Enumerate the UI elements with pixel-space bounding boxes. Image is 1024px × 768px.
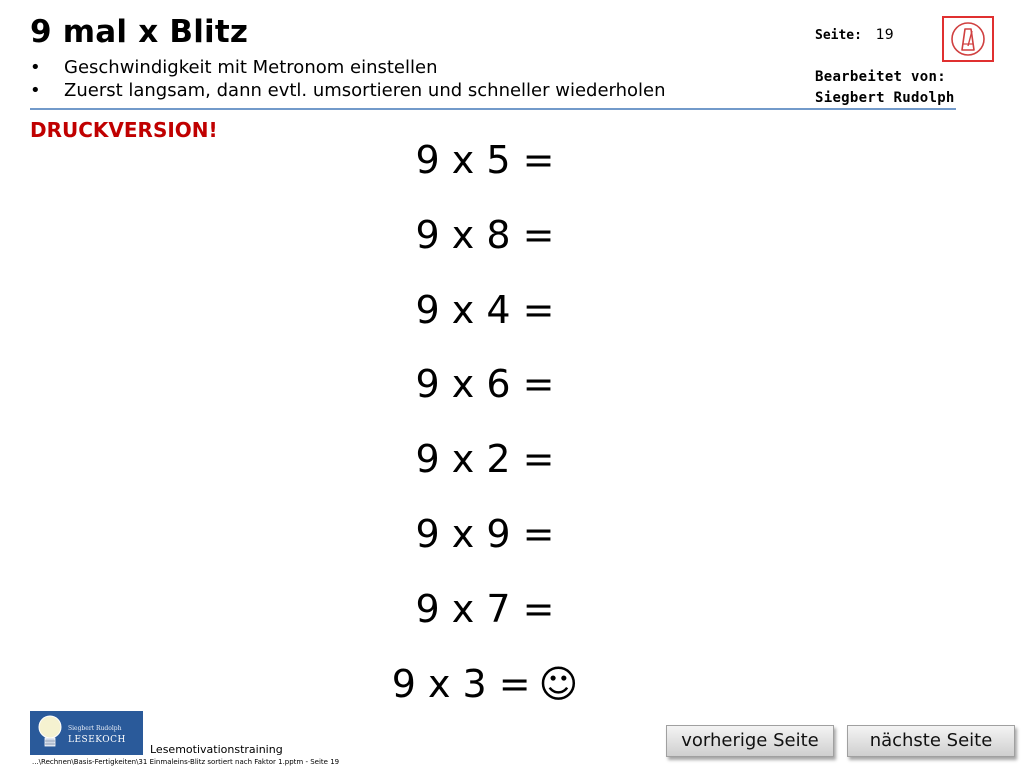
equation-row: 9 x 4 = (415, 287, 555, 332)
equation-row: 9 x 2 = (415, 437, 555, 482)
lightbulb-icon (34, 713, 66, 753)
smiley-icon: ☺ (538, 661, 579, 706)
page-label: Seite: (815, 28, 862, 43)
instruction-text: Zuerst langsam, dann evtl. umsortieren und schneller wiederholen (64, 80, 666, 101)
equation-list (0, 137, 970, 735)
equation-row: 9 x 6 = (415, 362, 555, 407)
page-indicator (815, 27, 894, 43)
instruction-item (30, 56, 666, 79)
bullet-glyph: • (30, 80, 41, 101)
equation-row: 9 x 7 = (415, 586, 555, 631)
program-label: Lesemotivationstraining (150, 743, 283, 756)
instruction-list (30, 56, 666, 102)
equation-row: 9 x 5 = (415, 138, 555, 182)
previous-page-button[interactable]: vorherige Seite (666, 725, 834, 757)
equation-text: 9 x 3 = (391, 661, 531, 706)
instruction-item (30, 79, 666, 102)
page-number: 19 (875, 27, 894, 43)
author-block (815, 67, 955, 109)
author-name: Siegbert Rudolph (815, 90, 955, 106)
equation-row: 9 x 8 = (415, 212, 555, 257)
equation-row: 9 x 9 = (415, 511, 555, 556)
metronome-icon (948, 20, 988, 58)
file-path: ...\Rechnen\Basis-Fertigkeiten\31 Einmaleins-Blitz sortiert nach Faktor 1.pptm - Seite 19 (32, 758, 340, 766)
edited-by-label: Bearbeitet von: (815, 69, 946, 85)
bullet-glyph: • (30, 57, 41, 78)
print-version-label: DRUCKVERSION! (30, 118, 218, 142)
page-title: 9 mal x Blitz (30, 14, 249, 50)
next-page-button[interactable]: nächste Seite (847, 725, 1015, 757)
logo-subtitle: Siegbert Rudolph (68, 725, 122, 732)
instruction-text: Geschwindigkeit mit Metronom einstellen (64, 57, 438, 78)
metronome-button[interactable] (942, 16, 994, 62)
lesekoch-logo (30, 711, 143, 755)
logo-name: LESEKOCH (68, 735, 126, 745)
